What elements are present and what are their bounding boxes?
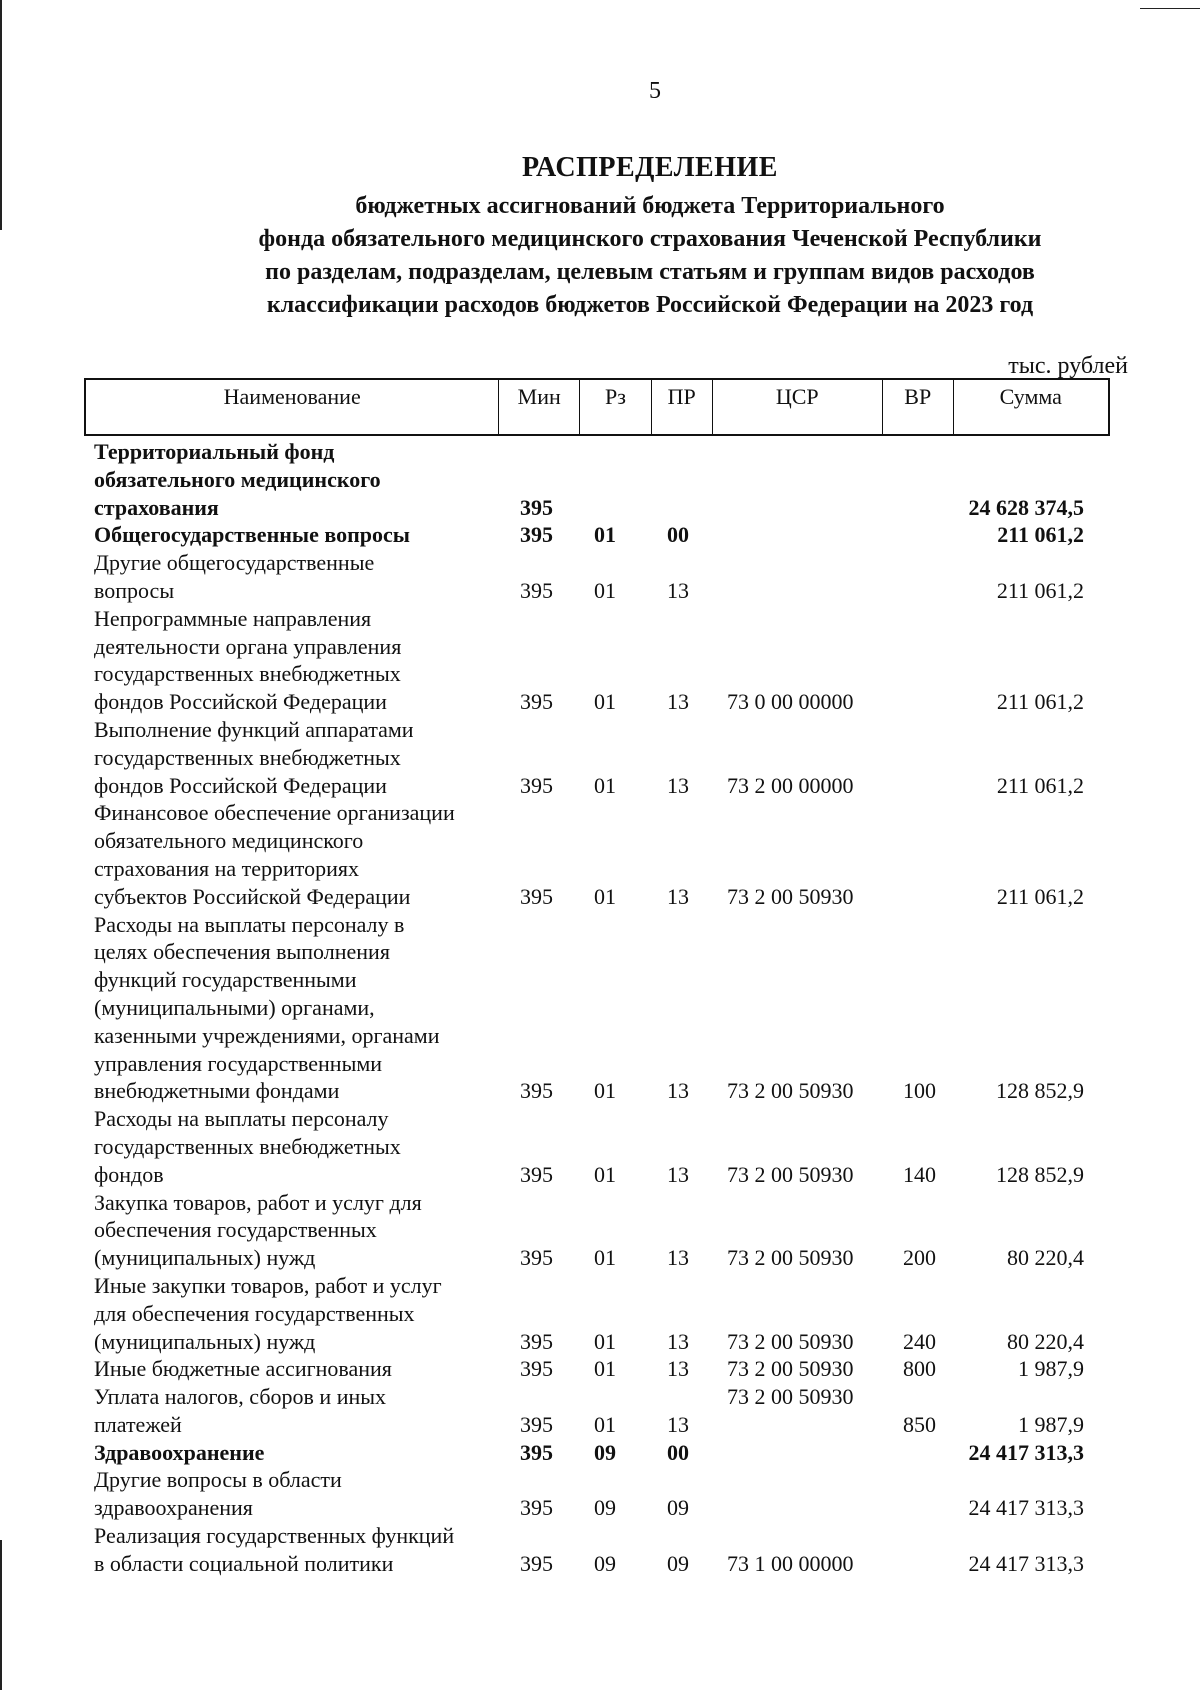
cell-rz: 01 [594, 577, 616, 603]
column-header-rz: Рз [580, 380, 652, 434]
cell-sum: 1 987,9 [1018, 1411, 1084, 1437]
row-name-line: государственных внебюджетных [94, 661, 401, 687]
title-line: классификации расходов бюджетов Российской Федерации на 2023 год [266, 292, 1034, 318]
page-number: 5 [649, 78, 661, 104]
table-row [84, 1522, 1114, 1578]
row-name [84, 549, 494, 605]
table-header [84, 378, 1110, 436]
row-name-line: фондов Российской Федерации [94, 772, 387, 798]
cell-pr: 13 [667, 1245, 689, 1271]
cell-pr: 13 [667, 689, 689, 715]
cell-vr: 850 [903, 1411, 936, 1437]
table-row [84, 438, 1114, 521]
cell-sum: 80 220,4 [1007, 1245, 1084, 1271]
cell-rz: 09 [594, 1439, 616, 1465]
cell-min: 395 [520, 1161, 553, 1187]
column-header-name: Наименование [86, 380, 499, 434]
cell-rz: 01 [594, 522, 616, 548]
cell-pr: 13 [667, 1328, 689, 1354]
row-name-line: Иные закупки товаров, работ и услуг [94, 1272, 442, 1298]
row-name [84, 1272, 494, 1355]
table-row [84, 1355, 1114, 1383]
cell-min: 395 [520, 577, 553, 603]
cell-pr: 00 [667, 1439, 689, 1465]
cell-min: 395 [520, 1356, 553, 1382]
cell-min: 395 [520, 1328, 553, 1354]
row-name-line: для обеспечения государственных [94, 1300, 415, 1326]
row-name-line: казенными учреждениями, органами [94, 1022, 440, 1048]
row-name-line: Расходы на выплаты персоналу [94, 1106, 389, 1132]
row-name-line: вопросы [94, 577, 175, 603]
row-name-line: (муниципальных) нужд [94, 1328, 316, 1354]
cell-csr: 73 0 00 00000 [727, 689, 854, 715]
row-name-line: страхования на территориях [94, 855, 360, 881]
row-name-line: Финансовое обеспечение организации [94, 800, 455, 826]
row-name-line: управления государственными [94, 1050, 383, 1076]
cell-vr: 100 [903, 1078, 936, 1104]
row-name-line: Закупка товаров, работ и услуг для [94, 1189, 422, 1215]
cell-pr: 09 [667, 1495, 689, 1521]
cell-sum: 211 061,2 [996, 577, 1084, 603]
column-header-sum: Сумма [999, 384, 1062, 409]
cell-pr: 09 [667, 1550, 689, 1576]
row-name [84, 1189, 494, 1272]
table-row [84, 1466, 1114, 1522]
cell-rz: 09 [594, 1495, 616, 1521]
cell-csr: 73 1 00 00000 [727, 1550, 854, 1576]
scan-edge [0, 0, 2, 230]
row-name-line: государственных внебюджетных [94, 1133, 401, 1159]
cell-min: 395 [520, 1078, 553, 1104]
cell-sum: 211 061,2 [996, 883, 1084, 909]
scan-edge [0, 1540, 2, 1690]
row-name [84, 521, 494, 549]
row-name-line: деятельности органа управления [94, 633, 402, 659]
cell-pr: 13 [667, 577, 689, 603]
row-name-line: (муниципальными) органами, [94, 994, 375, 1020]
row-name-line: страхования [94, 494, 219, 520]
cell-csr: 73 2 00 50930 [727, 1078, 854, 1104]
row-name-line: платежей [94, 1411, 182, 1437]
cell-pr: 13 [667, 1356, 689, 1382]
title-line: по разделам, подразделам, целевым статьям и группам видов расходов [265, 259, 1035, 285]
column-header-vr: ВР [883, 380, 954, 434]
cell-sum: 24 417 313,3 [968, 1439, 1084, 1465]
row-name [84, 1383, 494, 1439]
cell-csr: 73 2 00 50930 [727, 1328, 854, 1354]
row-name-line: Расходы на выплаты персоналу в [94, 911, 405, 937]
cell-pr: 13 [667, 1078, 689, 1104]
cell-rz: 01 [594, 1161, 616, 1187]
cell-rz: 01 [594, 883, 616, 909]
cell-csr: 73 2 00 50930 [727, 1356, 854, 1382]
cell-min: 395 [520, 1439, 553, 1465]
cell-vr: 140 [903, 1161, 936, 1187]
row-name-line: обеспечения государственных [94, 1217, 377, 1243]
row-name-line: функций государственными [94, 967, 357, 993]
cell-min: 395 [520, 689, 553, 715]
table-row [84, 1383, 1114, 1439]
column-header-min: Мин [499, 380, 580, 434]
cell-rz: 01 [594, 1411, 616, 1437]
column-header-pr: ПР [652, 380, 713, 434]
row-name-line: обязательного медицинского [94, 828, 364, 854]
cell-min: 395 [520, 1411, 553, 1437]
cell-sum: 211 061,2 [996, 689, 1084, 715]
cell-min: 395 [520, 494, 553, 520]
table-row [84, 605, 1114, 716]
cell-sum: 80 220,4 [1007, 1328, 1084, 1354]
cell-min: 395 [520, 1495, 553, 1521]
row-name [84, 1105, 494, 1188]
cell-vr: 200 [903, 1245, 936, 1271]
row-name-line: Выполнение функций аппаратами [94, 716, 414, 742]
row-name-line: Здравоохранение [94, 1439, 265, 1465]
table-row [84, 911, 1114, 1106]
cell-sum: 24 417 313,3 [968, 1550, 1084, 1576]
cell-pr: 13 [667, 1161, 689, 1187]
row-name-line: Другие вопросы в области [94, 1467, 342, 1493]
row-name-line: Иные бюджетные ассигнования [94, 1356, 392, 1382]
cell-sum: 24 417 313,3 [968, 1495, 1084, 1521]
cell-sum: 128 852,9 [996, 1161, 1084, 1187]
row-name [84, 1355, 494, 1383]
row-name [84, 1466, 494, 1522]
row-name [84, 438, 494, 521]
row-name-line: обязательного медицинского [94, 466, 381, 492]
row-name [84, 1439, 494, 1467]
title-line: фонда обязательного медицинского страхования Чеченской Республики [258, 226, 1042, 252]
cell-sum: 1 987,9 [1018, 1356, 1084, 1382]
table-row [84, 549, 1114, 605]
row-name-line: Реализация государственных функций [94, 1523, 455, 1549]
row-name [84, 1522, 494, 1578]
row-name-line: Другие общегосударственные [94, 550, 375, 576]
cell-vr: 240 [903, 1328, 936, 1354]
cell-min: 395 [520, 772, 553, 798]
cell-csr: 73 2 00 00000 [727, 772, 854, 798]
cell-pr: 00 [667, 522, 689, 548]
row-name [84, 716, 494, 799]
row-name-line: Территориальный фонд [94, 439, 335, 464]
cell-csr: 73 2 00 50930 [727, 1245, 854, 1271]
table-row [84, 1439, 1114, 1467]
row-name-line: государственных внебюджетных [94, 744, 401, 770]
cell-pr: 13 [667, 883, 689, 909]
row-name-line: в области социальной политики [94, 1550, 394, 1576]
cell-sum: 211 061,2 [996, 772, 1084, 798]
document-title [170, 152, 1130, 322]
table-row [84, 799, 1114, 910]
cell-pr: 13 [667, 772, 689, 798]
table-row [84, 521, 1114, 549]
cell-sum: 24 628 374,5 [968, 494, 1084, 520]
row-name-line: (муниципальных) нужд [94, 1245, 316, 1271]
row-name-line: Уплата налогов, сборов и иных [94, 1384, 387, 1410]
cell-csr: 73 2 00 50930 [727, 1384, 854, 1410]
table-body [84, 438, 1114, 1578]
row-name [84, 799, 494, 910]
cell-pr: 13 [667, 1411, 689, 1437]
table-row [84, 1272, 1114, 1355]
row-name-line: Непрограммные направления [94, 605, 372, 631]
row-name [84, 605, 494, 716]
cell-rz: 01 [594, 1245, 616, 1271]
cell-sum: 128 852,9 [996, 1078, 1084, 1104]
row-name-line: Общегосударственные вопросы [94, 522, 410, 548]
row-name-line: внебюджетными фондами [94, 1078, 340, 1104]
cell-min: 395 [520, 522, 553, 548]
cell-vr: 800 [903, 1356, 936, 1382]
cell-min: 395 [520, 883, 553, 909]
row-name-line: фондов Российской Федерации [94, 689, 387, 715]
cell-rz: 01 [594, 772, 616, 798]
cell-min: 395 [520, 1245, 553, 1271]
title-main: РАСПРЕДЕЛЕНИЕ [522, 152, 778, 183]
column-header-csr: ЦСР [713, 380, 883, 434]
table-row [84, 1105, 1114, 1188]
table-row [84, 716, 1114, 799]
row-name-line: здравоохранения [94, 1495, 253, 1521]
table-row [84, 1189, 1114, 1272]
row-name-line: целях обеспечения выполнения [94, 939, 390, 965]
cell-rz: 01 [594, 1328, 616, 1354]
cell-csr: 73 2 00 50930 [727, 1161, 854, 1187]
title-line: бюджетных ассигнований бюджета Территориального [355, 193, 945, 219]
units-label: тыс. рублей [1008, 353, 1128, 379]
row-name-line: фондов [94, 1161, 164, 1187]
cell-rz: 01 [594, 689, 616, 715]
row-name [84, 911, 494, 1106]
cell-min: 395 [520, 1550, 553, 1576]
cell-rz: 01 [594, 1078, 616, 1104]
cell-rz: 01 [594, 1356, 616, 1382]
row-name-line: субъектов Российской Федерации [94, 883, 411, 909]
cell-rz: 09 [594, 1550, 616, 1576]
cell-sum: 211 061,2 [997, 522, 1084, 548]
scan-edge [1140, 8, 1200, 9]
cell-csr: 73 2 00 50930 [727, 883, 854, 909]
